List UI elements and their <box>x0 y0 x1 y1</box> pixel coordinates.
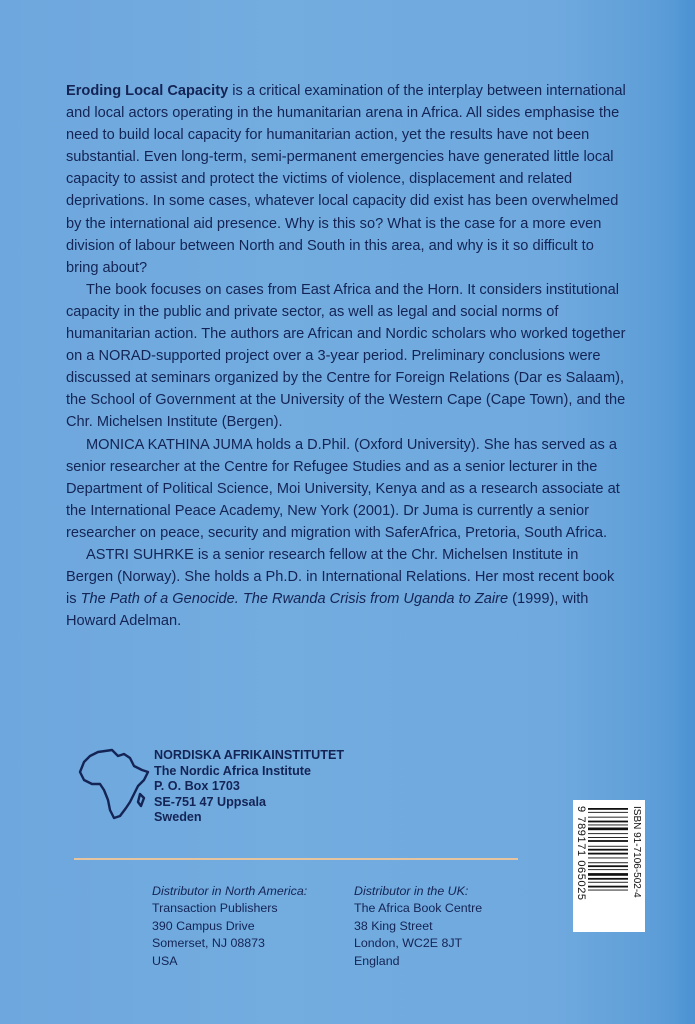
blurb-paragraph-4 <box>66 544 626 632</box>
publisher-postcode-city: SE-751 47 Uppsala <box>154 794 267 809</box>
distributor-na-street: 390 Campus Drive <box>152 918 255 933</box>
blurb-text <box>66 80 626 632</box>
blurb-paragraph-3 <box>66 434 626 544</box>
distributor-uk-heading: Distributor in the UK: <box>354 884 469 898</box>
distributor-uk-street: 38 King Street <box>354 918 433 933</box>
distributor-na-name: Transaction Publishers <box>152 901 278 916</box>
distributor-na-city: Somerset, NJ 08873 <box>152 936 265 951</box>
cited-book-title: The Path of a Genocide. The Rwanda Crisis from Uganda to Zaire <box>80 591 509 608</box>
distributor-uk-name: The Africa Book Centre <box>354 901 483 916</box>
blurb-paragraph-1 <box>66 80 626 279</box>
publisher-po-box: P. O. Box 1703 <box>154 779 240 794</box>
distributor-na-country: USA <box>152 953 178 968</box>
cover-edge-shade <box>677 0 695 1024</box>
distributor-uk-city: London, WC2E 8JT <box>354 936 463 951</box>
publisher-address <box>154 748 344 826</box>
blurb-paragraph-2: The book focuses on cases from East Africa and the Horn. It considers institutional capacity in the public and private sector, as well as legal and social norms of humanitarian action. The authors are African and Nordic scholars who worked together on a NORAD-supported project over a 3-year period. Preliminary conclusions were discussed at seminars organized by the Centre for Foreign Relations (Dar es Salaam), the School of Government at the University of the Western Cape (Cape Town), and the Chr. Michelsen Institute (Bergen). <box>66 281 626 431</box>
africa-outline-icon <box>78 748 150 822</box>
barcode-icon <box>588 806 628 920</box>
distributor-north-america <box>152 883 307 970</box>
barcode-digits: 9 789171 065025 <box>575 806 587 901</box>
author-juma-bio: holds a D.Phil. (Oxford University). She has served as a senior researcher at the Centre for Refugee Studies and as a senior lecturer in the Department of Political Science, Moi University, Kenya and as a research associate at the International Peace Academy, New York (2001). Dr Juma is currently a senior researcher on peace, security and migration with SaferAfrica, Pretoria, South Africa. <box>66 436 620 541</box>
distributor-na-heading: Distributor in North America: <box>152 884 308 898</box>
publisher-country: Sweden <box>154 810 202 825</box>
author-suhrke-bio-b: (1999), with Howard Adelman. <box>66 591 589 630</box>
distributor-uk-country: England <box>354 953 400 968</box>
author-juma-name: MONICA KATHINA JUMA <box>86 436 252 453</box>
publisher-english-name: The Nordic Africa Institute <box>154 763 311 778</box>
distributor-uk <box>354 883 482 970</box>
divider-rule <box>74 858 518 860</box>
author-suhrke-name: ASTRI SUHRKE <box>86 546 194 563</box>
book-title: Eroding Local Capacity <box>66 83 229 99</box>
isbn-number: ISBN 91-7106-502-4 <box>631 806 642 898</box>
author-suhrke-bio-a: is a senior research fellow at the Chr. Michelsen Institute in Bergen (Norway). She holds a Ph.D. in International Relations. Her most recent book is <box>66 546 615 608</box>
publisher-block <box>78 748 478 828</box>
paragraph-1-text: is a critical examination of the interplay between international and local actors operating in the humanitarian arena in Africa. All sides emphasise the need to build local capacity for humanitarian action, yet the results have not been substantial. Even long-term, semi-permanent emergencies have generated little local capacity to assist and protect the victims of violence, displacement and related deprivations. In some cases, whatever local capacity did exist has been overwhelmed by the international aid presence. Why is this so? What is the case for a more even division of labour between North and South in this area, and why is it so difficult to bring about? <box>66 83 626 276</box>
publisher-name: NORDISKA AFRIKAINSTITUTET <box>154 748 345 762</box>
